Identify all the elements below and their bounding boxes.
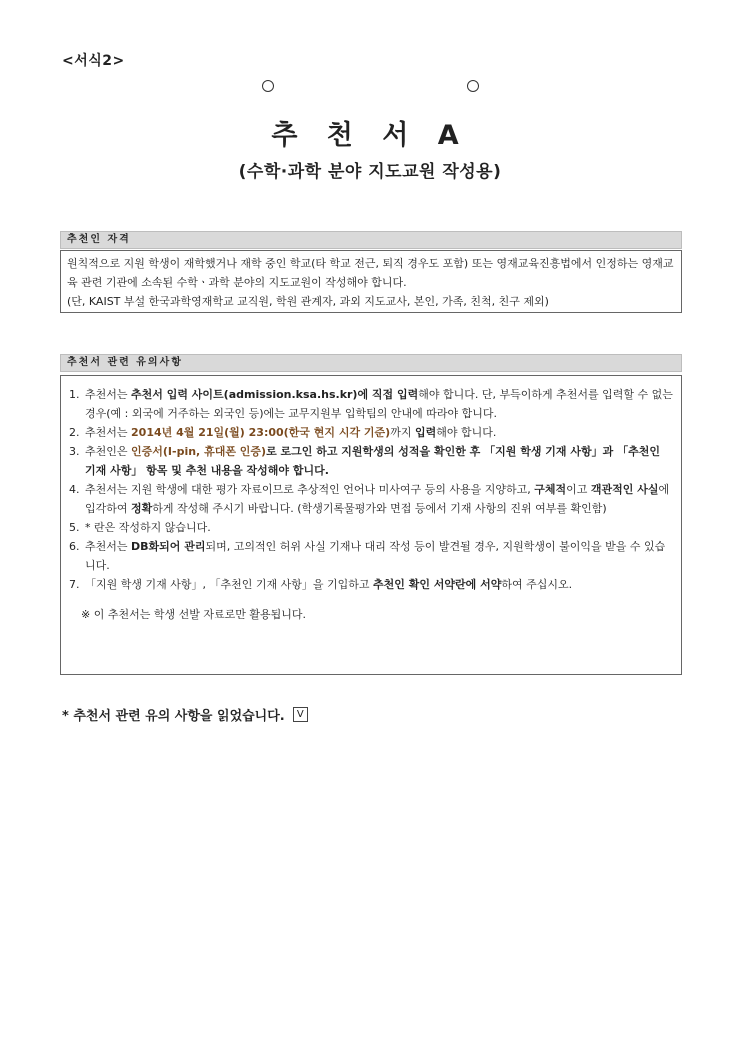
note-number: 2. — [69, 426, 80, 439]
acknowledgement-text: * 추천서 관련 유의 사항을 읽었습니다. — [62, 709, 285, 724]
auth-method-text: 인증서(I-pin, 휴대폰 인증) — [131, 445, 267, 458]
note-text: 추천인은 인증서(I-pin, 휴대폰 인증)로 로그인 하고 지원학생의 성적을 확인한 후 「지원 학생 기재 사항」과 「추천인 기재 사항」 항목 및 추천 내용을 작성해야 합니다. — [85, 445, 660, 477]
note-number: 1. — [69, 388, 80, 401]
circle-mark-right — [467, 80, 479, 92]
acknowledgement-checkbox[interactable]: V — [293, 707, 308, 722]
note-item-3 — [69, 442, 673, 480]
usage-footnote: ※ 이 추천서는 학생 선발 자료로만 활용됩니다. — [81, 608, 306, 621]
note-item-2 — [69, 423, 673, 442]
notes-heading: 추천서 관련 유의사항 — [60, 354, 682, 372]
note-item-1 — [69, 385, 673, 423]
form-number-label: <서식2> — [62, 53, 125, 69]
note-item-6 — [69, 537, 673, 575]
note-item-7 — [69, 575, 673, 594]
deadline-text: 2014년 4월 21일(월) 23:00(한국 현지 시각 기준) — [131, 426, 391, 439]
document-subtitle: (수학·과학 분야 지도교원 작성용) — [238, 162, 502, 182]
note-text: 추천서는 DB화되어 관리되며, 고의적인 허위 사실 기재나 대리 작성 등이 발견될 경우, 지원학생이 불이익을 받을 수 있습니다. — [85, 540, 666, 572]
note-number: 4. — [69, 483, 80, 496]
note-text: * 란은 작성하지 않습니다. — [85, 521, 211, 534]
qualification-text: 원칙적으로 지원 학생이 재학했거나 재학 중인 학교(타 학교 전근, 퇴직 경우도 포함) 또는 영재교육진흥법에서 인정하는 영재교육 관련 기관에 소속된 수학ㆍ과학 분야의 지도교원이 작성해야 합니다. — [67, 257, 674, 289]
note-number: 7. — [69, 578, 80, 591]
qualification-box — [60, 250, 682, 313]
document-title: 추 천 서 A — [271, 120, 469, 151]
circle-mark-left — [262, 80, 274, 92]
note-item-4 — [69, 480, 673, 518]
notes-box — [60, 375, 682, 675]
note-text: 추천서는 추천서 입력 사이트(admission.ksa.hs.kr)에 직접 입력해야 합니다. 단, 부득이하게 추천서를 입력할 수 없는 경우(예 : 외국에 거주하는 외국인 등)에는 교무지원부 입학팀의 안내에 따라야 합니다. — [85, 388, 673, 420]
qualification-exclusion: (단, KAIST 부설 한국과학영재학교 교직원, 학원 관계자, 과외 지도교사, 본인, 가족, 친척, 친구 제외) — [67, 295, 549, 308]
note-number: 5. — [69, 521, 80, 534]
note-item-5 — [69, 518, 673, 537]
qualification-heading: 추천인 자격 — [60, 231, 682, 249]
note-number: 6. — [69, 540, 80, 553]
note-text: 추천서는 2014년 4월 21일(월) 23:00(한국 현지 시각 기준)까지 입력해야 합니다. — [85, 426, 497, 439]
note-text: 「지원 학생 기재 사항」, 「추천인 기재 사항」을 기입하고 추천인 확인 서약란에 서약하여 주십시오. — [85, 578, 573, 591]
note-text: 추천서는 지원 학생에 대한 평가 자료이므로 추상적인 언어나 미사여구 등의 사용을 지양하고, 구체적이고 객관적인 사실에 입각하여 정확하게 작성해 주시기 바랍니다. (학생기록물평가와 면접 등에서 기재 사항의 진위 여부를 확인함) — [85, 483, 670, 515]
note-number: 3. — [69, 445, 80, 458]
acknowledgement-row — [62, 705, 308, 724]
